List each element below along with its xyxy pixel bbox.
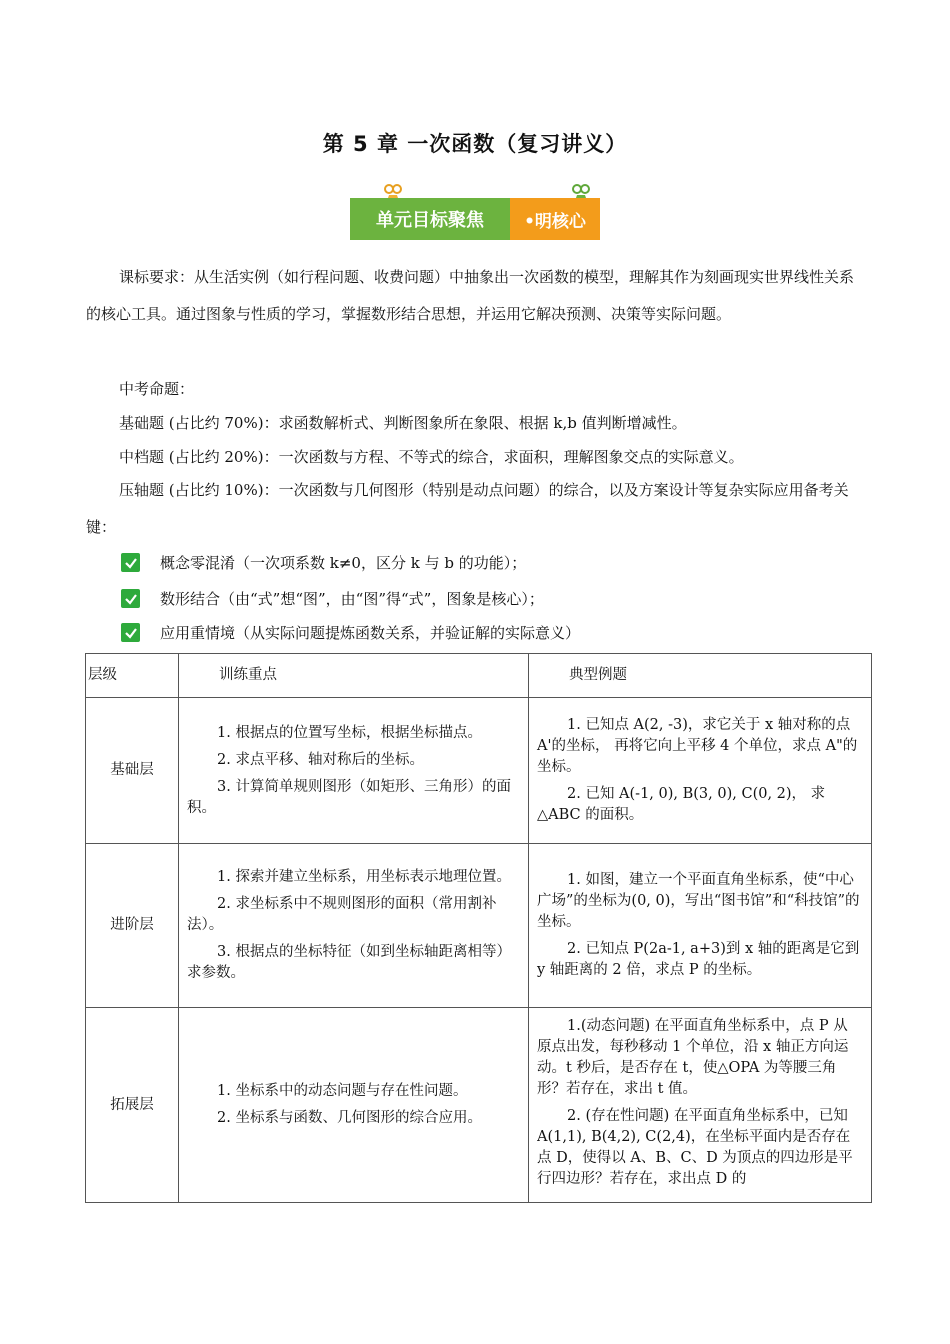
table-row [86, 698, 872, 844]
focus-item: 2. 求点平移、轴对称后的坐标。 [217, 751, 424, 768]
checkbox-icon [121, 553, 140, 572]
banner-accent-label: •明核心 [510, 198, 600, 240]
focus-cell [179, 1008, 529, 1203]
hard-question-paragraph: 压轴题 (占比约 10%)：一次函数与几何图形（特别是动点问题）的综合，以及方案设计等复杂实际应用备考关键： [86, 481, 849, 536]
basic-question-line: 基础题 (占比约 70%)：求函数解析式、判断图象所在象限、根据 k,b 值判断增减性。 [119, 414, 687, 432]
medium-question-line: 中档题 (占比约 20%)：一次函数与方程、不等式的综合，求面积，理解图象交点的实际意义。 [119, 448, 744, 466]
exam-heading: 中考命题： [119, 380, 195, 398]
page-title: 第 5 章 一次函数（复习讲义） [322, 132, 628, 156]
example-item: 1. 已知点 A(2, -3)，求它关于 x 轴对称的点 A'的坐标， 再将它向上平移 4 个单位，求点 A"的坐标。 [537, 717, 858, 775]
example-item: 1. 如图，建立一个平面直角坐标系，使“中心广场”的坐标为(0, 0)，写出“图书馆”和“科技馆”的坐标。 [537, 872, 860, 930]
key-point-row [121, 588, 544, 609]
key-point-row [121, 622, 580, 643]
table-header-row [86, 654, 872, 698]
focus-item: 3. 根据点的坐标特征（如到坐标轴距离相等）求参数。 [187, 944, 511, 981]
example-cell [529, 698, 872, 844]
section-banner [350, 183, 600, 240]
key-point-text: 概念零混淆（一次项系数 k≠0，区分 k 与 b 的功能）； [160, 554, 527, 572]
focus-cell [179, 698, 529, 844]
example-item: 2. (存在性问题) 在平面直角坐标系中，已知 A(1,1), B(4,2), C(2,4)，在坐标平面内是否存在点 D，使得以 A、B、C、D 为顶点的四边形是平行四边形？若存在，求出点 D 的 [537, 1108, 853, 1187]
header-focus: 训练重点 [179, 654, 529, 698]
example-cell [529, 844, 872, 1008]
level-cell: 进阶层 [86, 844, 179, 1008]
example-item: 2. 已知 A(-1, 0), B(3, 0), C(0, 2)， 求△ABC 的面积。 [537, 786, 826, 823]
example-cell [529, 1008, 872, 1203]
header-level: 层级 [86, 654, 179, 698]
example-item: 1.(动态问题) 在平面直角坐标系中，点 P 从原点出发，每秒移动 1 个单位，沿 x 轴正方向运动。t 秒后，是否存在 t，使△OPA 为等腰三角形？若存在，求出 t 值。 [537, 1018, 849, 1097]
curriculum-paragraph: 课标要求：从生活实例（如行程问题、收费问题）中抽象出一次函数的模型，理解其作为刻画现实世界线性关系的核心工具。通过图象与性质的学习，掌握数形结合思想，并运用它解决预测、决策等实际问题。 [86, 268, 855, 323]
focus-item: 3. 计算简单规则图形（如矩形、三角形）的面积。 [187, 778, 511, 816]
focus-item: 2. 坐标系与函数、几何图形的综合应用。 [217, 1110, 482, 1126]
focus-item: 1. 探索并建立坐标系，用坐标表示地理位置。 [217, 869, 511, 885]
focus-item: 1. 坐标系中的动态问题与存在性问题。 [217, 1083, 468, 1099]
table-row [86, 1008, 872, 1203]
key-point-row [121, 552, 526, 573]
key-point-text: 数形结合（由“式”想“图”，由“图”得“式”，图象是核心）； [160, 590, 544, 608]
header-examples: 典型例题 [529, 654, 872, 698]
level-cell: 基础层 [86, 698, 179, 844]
key-point-text: 应用重情境（从实际问题提炼函数关系，并验证解的实际意义） [160, 624, 581, 642]
focus-item: 2. 求坐标系中不规则图形的面积（常用割补法）。 [187, 896, 497, 933]
focus-cell [179, 844, 529, 1008]
banner-main-label: 单元目标聚焦 [350, 198, 510, 240]
level-cell: 拓展层 [86, 1008, 179, 1203]
checkbox-icon [121, 589, 140, 608]
checkbox-icon [121, 623, 140, 642]
example-item: 2. 已知点 P(2a-1, a+3)到 x 轴的距离是它到 y 轴距离的 2 倍，求点 P 的坐标。 [537, 941, 860, 978]
training-table [85, 653, 872, 1203]
table-row [86, 844, 872, 1008]
focus-item: 1. 根据点的位置写坐标，根据坐标描点。 [217, 724, 482, 741]
